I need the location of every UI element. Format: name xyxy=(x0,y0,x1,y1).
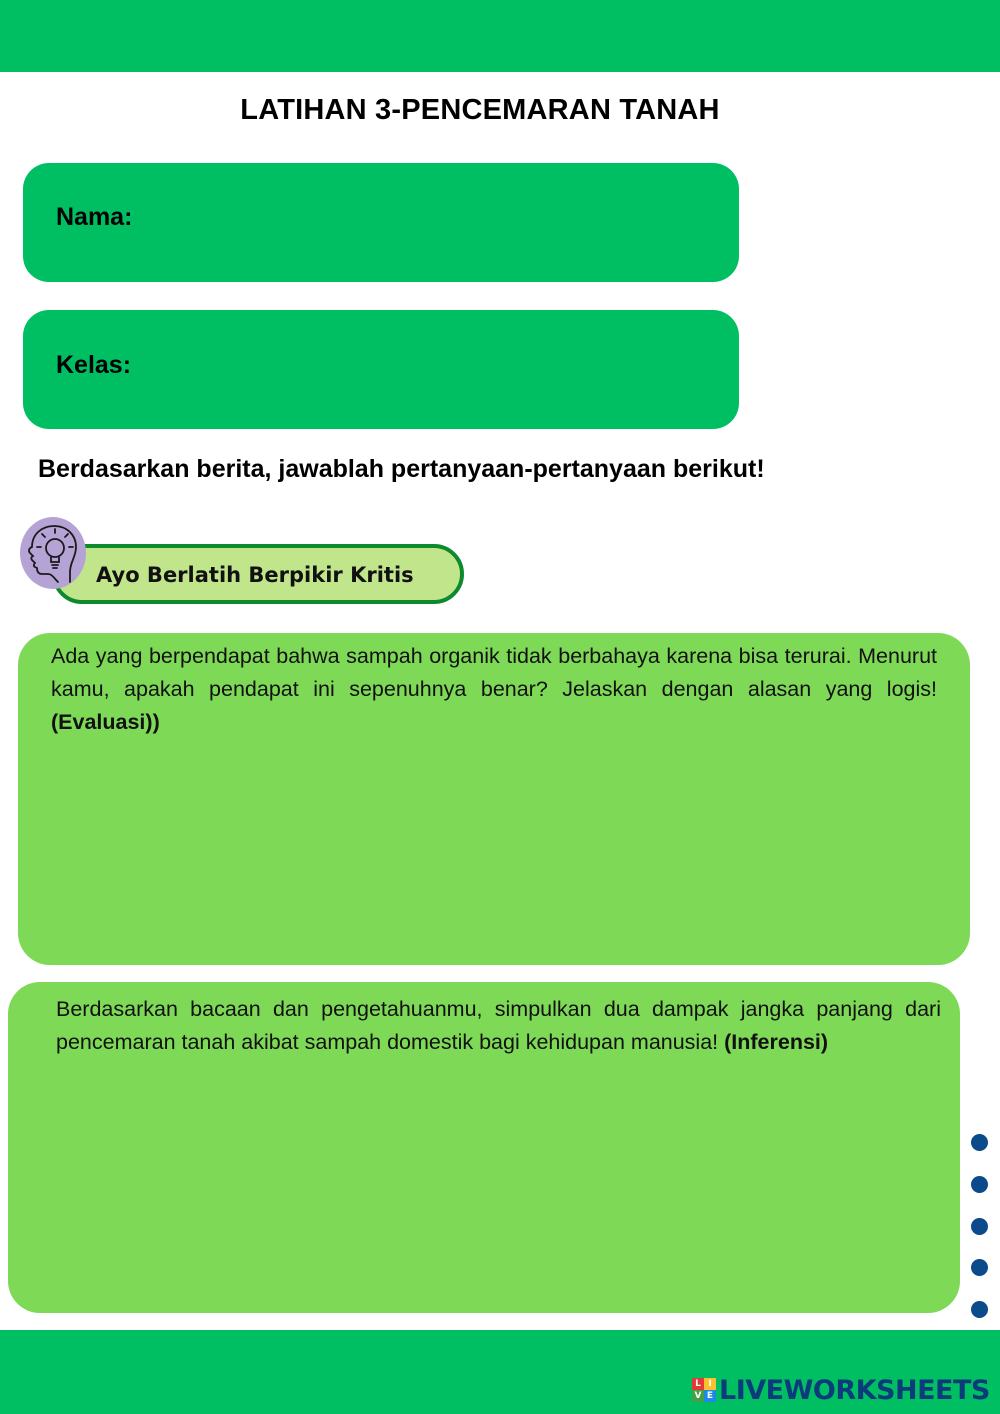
decorative-dot xyxy=(971,1301,988,1318)
question-1-text: Ada yang berpendapat bahwa sampah organik tidak berbahaya karena bisa terurai. Menurut kamu, apakah pendapat ini sepenuhnya benar? Jelaskan dengan alasan yang logis! (Evaluasi)) xyxy=(51,644,937,734)
liveworksheets-wordmark: LIVEWORKSHEETS xyxy=(719,1374,990,1406)
kelas-field[interactable] xyxy=(23,310,739,429)
decorative-dot xyxy=(971,1134,988,1151)
liveworksheets-logo[interactable] xyxy=(692,1372,990,1408)
question-2-text: Berdasarkan bacaan dan pengetahuanmu, simpulkan dua dampak jangka panjang dari pencemaran tanah akibat sampah domestik bagi kehidupan manusia! (Inferensi) xyxy=(56,997,941,1054)
kelas-label: Kelas: xyxy=(56,351,132,379)
decorative-dot xyxy=(971,1218,988,1235)
question-2-answer-box[interactable] xyxy=(8,982,960,1313)
question-2-tag: (Inferensi) xyxy=(724,1030,829,1054)
page-title: LATIHAN 3-PENCEMARAN TANAH xyxy=(240,94,720,126)
decorative-dot xyxy=(971,1176,988,1193)
liveworksheets-mark-icon: L I V E xyxy=(692,1378,716,1402)
instruction-text: Berdasarkan berita, jawablah pertanyaan-pertanyaan berikut! xyxy=(38,455,765,483)
decorative-dot xyxy=(971,1259,988,1276)
nama-field[interactable] xyxy=(23,163,739,282)
question-1-tag: (Evaluasi)) xyxy=(51,710,160,734)
question-1-answer-box[interactable] xyxy=(18,633,970,965)
top-banner xyxy=(0,0,1000,72)
section-header-pill xyxy=(52,544,464,604)
section-header-label: Ayo Berlatih Berpikir Kritis xyxy=(96,563,414,587)
lightbulb-head-icon xyxy=(18,516,88,590)
nama-label: Nama: xyxy=(56,203,133,231)
